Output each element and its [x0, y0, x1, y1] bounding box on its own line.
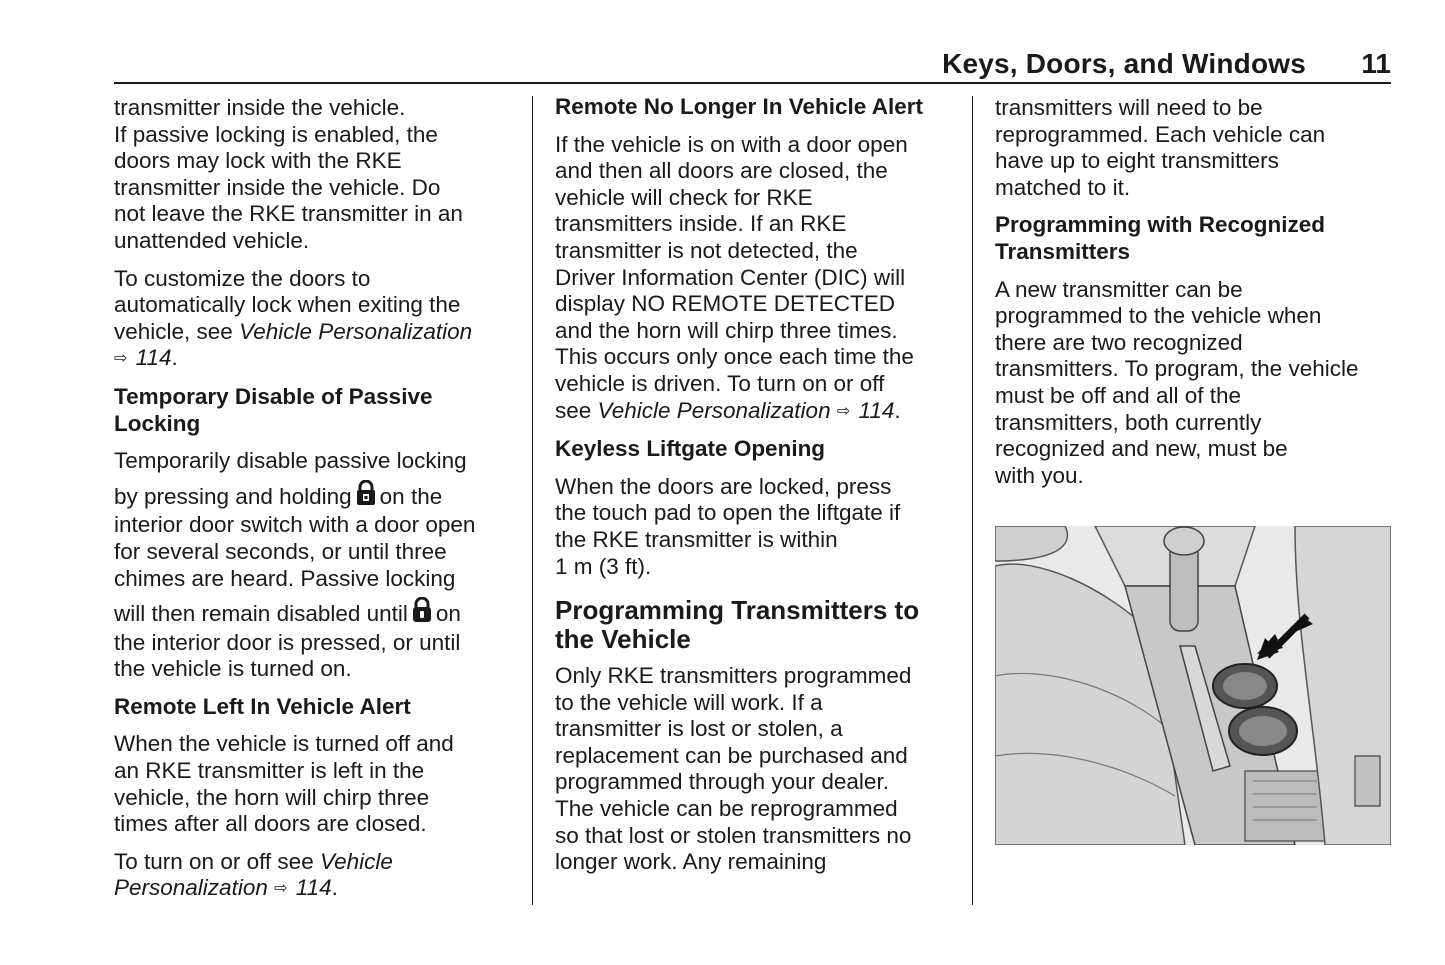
text-line: transmitters. To program, the vehicle: [995, 356, 1359, 382]
page-header: [114, 46, 1391, 84]
heading-line: Locking: [114, 410, 201, 436]
paragraph: [555, 474, 955, 580]
cross-reference-arrow-icon: ⇨: [836, 402, 851, 420]
text-line: reprogrammed. Each vehicle can: [995, 121, 1326, 147]
heading-line: Keyless Liftgate Opening: [555, 436, 826, 462]
text-line: the vehicle is turned on.: [114, 656, 352, 682]
paragraph: [114, 849, 514, 903]
text-line: and then all doors are closed, the: [555, 158, 888, 184]
text-line: doors may lock with the RKE: [114, 148, 402, 174]
paragraph: [995, 277, 1391, 490]
paragraph: [114, 731, 514, 837]
text-line: To customize the doors to: [114, 265, 371, 291]
text-line: Temporarily disable passive locking: [114, 448, 467, 474]
text-fragment: by pressing and holding: [114, 483, 352, 509]
text-line: [114, 319, 514, 346]
heading-line: Remote Left In Vehicle Alert: [114, 693, 411, 719]
paragraph: [114, 266, 514, 373]
text-line: programmed to the vehicle when: [995, 303, 1322, 329]
text-line: transmitter inside the vehicle.: [114, 95, 406, 120]
text-fragment: To turn on or off see: [114, 848, 320, 874]
text-fragment: on the: [379, 483, 443, 509]
text-line: vehicle, the horn will chirp three: [114, 784, 430, 810]
paragraph: [555, 132, 955, 426]
section-heading-programming: [555, 596, 955, 654]
text-line: programmed through your dealer.: [555, 769, 889, 795]
text-line: [114, 480, 514, 513]
cross-reference-page[interactable]: 114: [135, 345, 172, 371]
text-line: interior door switch with a door open: [114, 512, 476, 538]
text-line: 1 m (3 ft).: [555, 553, 652, 579]
page-number: 11: [1361, 48, 1391, 79]
text-line: see Vehicle Personalization ⇨ 114.: [555, 398, 955, 426]
text-fragment: see: [555, 397, 598, 423]
text-line: matched to it.: [995, 174, 1131, 200]
text-line: display NO REMOTE DETECTED: [555, 291, 896, 317]
text-line: [114, 849, 514, 876]
cross-reference-arrow-icon: ⇨: [114, 350, 128, 368]
cross-reference-link[interactable]: Vehicle Personalization: [597, 397, 831, 423]
column-left: [114, 94, 514, 914]
text-line: If passive locking is enabled, the: [114, 121, 438, 147]
console-cupholder-illustration: [995, 526, 1391, 845]
text-line: vehicle is driven. To turn on or off: [555, 370, 885, 396]
paragraph: [555, 663, 955, 876]
column-divider: [532, 96, 533, 905]
text-fragment: on: [435, 601, 461, 627]
subheading-recognized-transmitters: [995, 212, 1391, 265]
heading-line: Programming Transmitters to: [555, 595, 920, 626]
text-line: The vehicle can be reprogrammed: [555, 796, 898, 822]
text-line: an RKE transmitter is left in the: [114, 758, 425, 784]
heading-line: the Vehicle: [555, 624, 691, 655]
text-line: When the doors are locked, press: [555, 473, 892, 499]
text-line: If the vehicle is on with a door open: [555, 131, 908, 157]
text-line: to the vehicle will work. If a: [555, 689, 823, 715]
text-line: chimes are heard. Passive locking: [114, 565, 456, 591]
cross-reference-link[interactable]: Vehicle Personalization: [239, 318, 473, 344]
column-divider: [972, 96, 973, 905]
text-line: transmitters, both currently: [995, 409, 1262, 435]
text-line: the RKE transmitter is within: [555, 526, 838, 552]
text-line: for several seconds, or until three: [114, 538, 447, 564]
cross-reference-arrow-icon: ⇨: [274, 880, 288, 898]
text-line: vehicle will check for RKE: [555, 184, 813, 210]
text-line: recognized and new, must be: [995, 436, 1288, 462]
heading-line: Transmitters: [995, 238, 1131, 264]
subheading-remote-left: [114, 694, 514, 721]
column-right: [995, 94, 1391, 500]
text-line: transmitters inside. If an RKE: [555, 211, 847, 237]
text-line: Personalization ⇨ 114.: [114, 875, 514, 903]
text-line: This occurs only once each time the: [555, 344, 914, 370]
column-middle: [555, 94, 955, 887]
text-line: replacement can be purchased and: [555, 742, 908, 768]
illustration-drawing: [995, 526, 1391, 845]
cross-reference-link[interactable]: Personalization: [114, 875, 268, 901]
unlock-icon: [411, 597, 433, 630]
text-fragment: will then remain disabled until: [114, 601, 408, 627]
heading-line: Remote No Longer In Vehicle Alert: [555, 94, 923, 119]
paragraph: [114, 448, 514, 683]
text-fragment: vehicle, see: [114, 318, 240, 344]
text-line: times after all doors are closed.: [114, 811, 427, 837]
subheading-temporary-disable: [114, 384, 514, 437]
text-line: transmitter inside the vehicle. Do: [114, 174, 441, 200]
text-line: transmitters will need to be: [995, 95, 1263, 120]
text-line: not leave the RKE transmitter in an: [114, 201, 463, 227]
text-line: with you.: [995, 462, 1084, 488]
text-line: must be off and all of the: [995, 382, 1241, 408]
text-line: transmitter is lost or stolen, a: [555, 716, 843, 742]
heading-line: Temporary Disable of Passive: [114, 383, 433, 409]
text-line: When the vehicle is turned off and: [114, 731, 454, 757]
paragraph: [114, 95, 514, 255]
text-line: A new transmitter can be: [995, 276, 1243, 302]
text-line: the interior door is pressed, or until: [114, 629, 461, 655]
text-line: Only RKE transmitters programmed: [555, 663, 912, 689]
text-line: so that lost or stolen transmitters no: [555, 822, 912, 848]
text-line: transmitter is not detected, the: [555, 237, 858, 263]
subheading-keyless-liftgate: [555, 436, 955, 463]
cross-reference-page[interactable]: 114: [295, 875, 332, 901]
text-line: have up to eight transmitters: [995, 148, 1279, 174]
cross-reference-link[interactable]: Vehicle: [319, 848, 393, 874]
lock-icon: [355, 480, 377, 513]
text-line: the touch pad to open the liftgate if: [555, 500, 901, 526]
section-title: Keys, Doors, and Windows: [942, 48, 1306, 79]
paragraph: [995, 95, 1391, 201]
text-line: there are two recognized: [995, 329, 1243, 355]
text-line: longer work. Any remaining: [555, 849, 827, 875]
heading-line: Programming with Recognized: [995, 212, 1326, 238]
text-line: ⇨ 114.: [114, 345, 514, 373]
text-line: [114, 597, 514, 630]
cross-reference-page[interactable]: 114: [858, 397, 895, 423]
text-line: Driver Information Center (DIC) will: [555, 264, 906, 290]
subheading-remote-no-longer: [555, 94, 955, 121]
text-line: and the horn will chirp three times.: [555, 317, 898, 343]
text-line: unattended vehicle.: [114, 227, 310, 253]
text-line: automatically lock when exiting the: [114, 292, 461, 318]
